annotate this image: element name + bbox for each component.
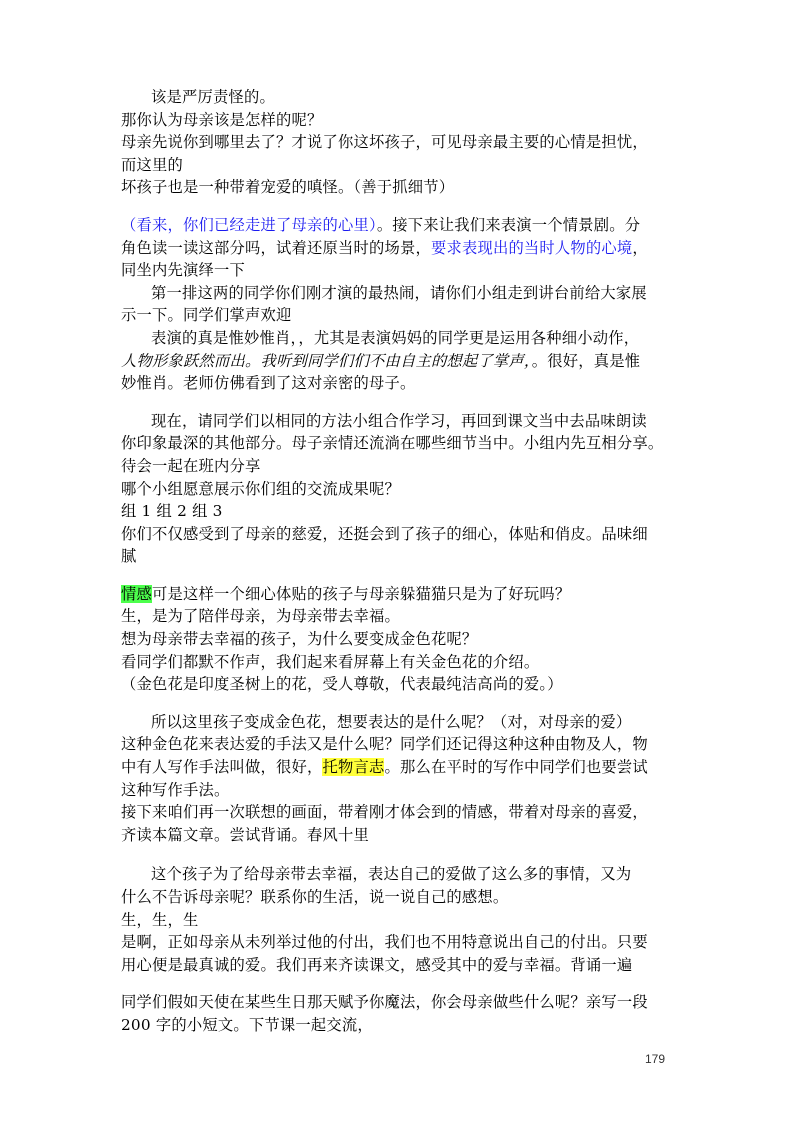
highlighted-text: 托物言志 (322, 758, 385, 777)
text-line: 这种写作手法。 (121, 780, 230, 799)
paragraph-gap (121, 199, 681, 214)
text-line: 示一下。同学们掌声欢迎 (121, 306, 292, 325)
text-line: 什么不告诉母亲呢？联系你的生活，说一说自己的感想。 (121, 888, 509, 906)
paragraph-gap (121, 395, 681, 410)
text-line: 200 字的小短文。下节课一起交流， (121, 1015, 373, 1034)
text-line: （金色花是印度圣树上的花，受人尊敬，代表最纯洁高尚的爱。） (121, 675, 563, 694)
paragraph-gap (121, 846, 681, 863)
text-line: 腻 (121, 547, 137, 566)
text-line: 第一排这两的同学你们刚才演的最热闹，请你们小组走到讲台前给大家展 (151, 283, 647, 302)
paragraph-gap (121, 976, 681, 991)
text-line (121, 237, 681, 260)
text-line: 母亲先说你到哪里去了？才说了你这坏孩子，可见母亲最主要的心情是担忧， (121, 133, 648, 152)
text-span: 可是这样一个细心体贴的孩子与母亲躲猫猫只是为了好玩吗？ (152, 584, 571, 603)
text-line: 该是严厉责怪的。 (151, 88, 275, 106)
text-line: 那你认为母亲该是怎样的呢？ (121, 110, 323, 129)
text-line: 待会一起在班内分享 (121, 456, 261, 475)
text-line: 你们不仅感受到了母亲的慈爱，还挺会到了孩子的细心，体贴和俏皮。品味细 (121, 524, 648, 543)
text-line: 你印象最深的其他部分。母子亲情还流淌在哪些细节当中。小组内先互相分享。 (121, 434, 664, 453)
highlighted-text: 情感 (121, 584, 152, 603)
text-span: 角色读一读这部分吗，试着还原当时的场景， (121, 238, 431, 257)
text-line (121, 756, 681, 779)
text-line: 生，是为了陪伴母亲，为母亲带去幸福。 (121, 607, 400, 626)
text-line (121, 214, 681, 237)
text-line: 现在，请同学们以相同的方法小组合作学习，再回到课文当中去品味朗读 (151, 411, 647, 430)
blue-emphasis: （看来，你们已经走进了母亲的心里） (121, 215, 377, 234)
paragraph-gap (121, 568, 681, 583)
text-line: 组 1 组 2 组 3 (121, 502, 223, 521)
text-span: 。很好，真是惟 (531, 351, 641, 370)
blue-emphasis: 要求表现出的当时人物的心境 (430, 238, 633, 257)
text-line: 生，生，生 (121, 910, 199, 929)
text-line (121, 583, 681, 606)
text-span: 。接下来让我们来表演一个情景剧。分 (376, 215, 641, 234)
paragraph-gap (121, 696, 681, 711)
text-line: 看同学们都默不作声，我们起来看屏幕上有关金色花的介绍。 (121, 652, 540, 671)
text-line: 而这里的 (121, 155, 183, 174)
page-number: 179 (645, 1052, 666, 1066)
text-line: 同坐内先演绎一下 (121, 261, 245, 280)
text-line: 用心便是最真诚的爱。我们再来齐读课文，感受其中的爱与幸福。背诵一遍 (121, 955, 633, 974)
text-line: 哪个小组愿意展示你们组的交流成果呢？ (121, 479, 400, 498)
text-line: 这种金色花来表达爱的手法又是什么呢？同学们还记得这种这种由物及人，物 (121, 735, 648, 754)
text-line: 所以这里孩子变成金色花，想要表达的是什么呢？（对，对母亲的爱） (151, 712, 632, 731)
text-line: 齐读本篇文章。尝试背诵。春风十里 (121, 825, 369, 844)
text-line: 是啊，正如母亲从未列举过他的付出，我们也不用特意说出自己的付出。只要 (121, 933, 648, 952)
text-span: ， (632, 238, 648, 257)
document-body (121, 86, 681, 1037)
text-line (121, 350, 681, 373)
text-span: 中有人写作手法叫做，很好， (121, 758, 323, 777)
text-line: 同学们假如天使在某些生日那天赋予你魔法，你会母亲做些什么呢？亲写一段 (121, 993, 648, 1012)
text-line: 妙惟肖。老师仿佛看到了这对亲密的母子。 (121, 374, 416, 393)
italic-text: 人物形象跃然而出。我听到同学们们不由自主的想起了掌声， (121, 351, 532, 370)
text-line: 表演的真是惟妙惟肖，，尤其是表演妈妈的同学更是运用各种细小动作， (151, 328, 640, 347)
text-line: 坏孩子也是一种带着宠爱的嗔怪。（善于抓细节） (121, 178, 455, 197)
text-line: 接下来咱们再一次联想的画面，带着刚才体会到的情感，带着对母亲的喜爱， (121, 803, 648, 822)
text-span: 。那么在平时的写作中同学们也要尝试 (384, 758, 648, 777)
text-line: 想为母亲带去幸福的孩子，为什么要变成金色花呢？ (121, 630, 478, 649)
text-line: 这个孩子为了给母亲带去幸福，表达自己的爱做了这么多的事情，又为 (151, 865, 632, 884)
